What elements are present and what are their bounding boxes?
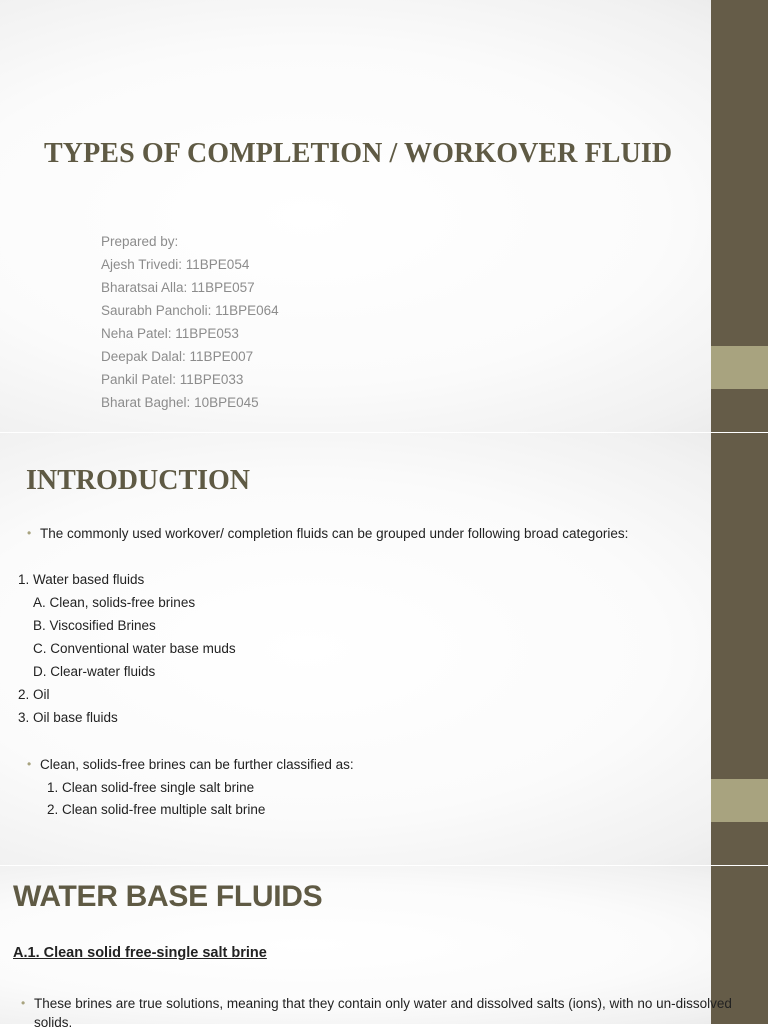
section-subheading: A.1. Clean solid free-single salt brine <box>13 945 267 961</box>
brine-description-bullet: • These brines are true solutions, meaning that they contain only water and dissolved salts (ions), with no un-dissolved solids. <box>34 994 744 1032</box>
presentation-title: TYPES OF COMPLETION / WORKOVER FLUID <box>44 138 673 169</box>
category-item: 1. Water based fluids <box>18 572 145 587</box>
category-item: 3. Oil base fluids <box>18 710 118 725</box>
category-subitem: B. Viscosified Brines <box>33 618 156 633</box>
author-list <box>101 230 279 414</box>
category-subitem: D. Clear-water fluids <box>33 664 156 679</box>
category-subitem: A. Clean, solids-free brines <box>33 595 196 610</box>
category-item: 2. Oil <box>18 687 50 702</box>
sidebar-accent <box>711 779 768 822</box>
brine-type-item: 1. Clean solid-free single salt brine <box>47 780 255 795</box>
sidebar-accent <box>711 346 768 389</box>
author-item: Deepak Dalal: 11BPE007 <box>101 349 254 364</box>
author-item: Neha Patel: 11BPE053 <box>101 326 239 341</box>
introduction-title: INTRODUCTION <box>26 465 251 496</box>
author-item: Bharatsai Alla: 11BPE057 <box>101 280 255 295</box>
author-item: Pankil Patel: 11BPE033 <box>101 372 244 387</box>
category-subitem: C. Conventional water base muds <box>33 641 236 656</box>
author-item: Bharat Baghel: 10BPE045 <box>101 395 259 410</box>
brines-bullet: • Clean, solids-free brines can be further classified as: <box>40 757 354 772</box>
author-list-heading: Prepared by: <box>101 234 179 249</box>
author-item: Ajesh Trivedi: 11BPE054 <box>101 257 250 272</box>
water-base-fluids-title: WATER BASE FLUIDS <box>13 880 323 913</box>
author-item: Saurabh Pancholi: 11BPE064 <box>101 303 279 318</box>
brine-type-item: 2. Clean solid-free multiple salt brine <box>47 802 266 817</box>
intro-bullet: • The commonly used workover/ completion fluids can be grouped under following broad categories: <box>40 526 628 541</box>
